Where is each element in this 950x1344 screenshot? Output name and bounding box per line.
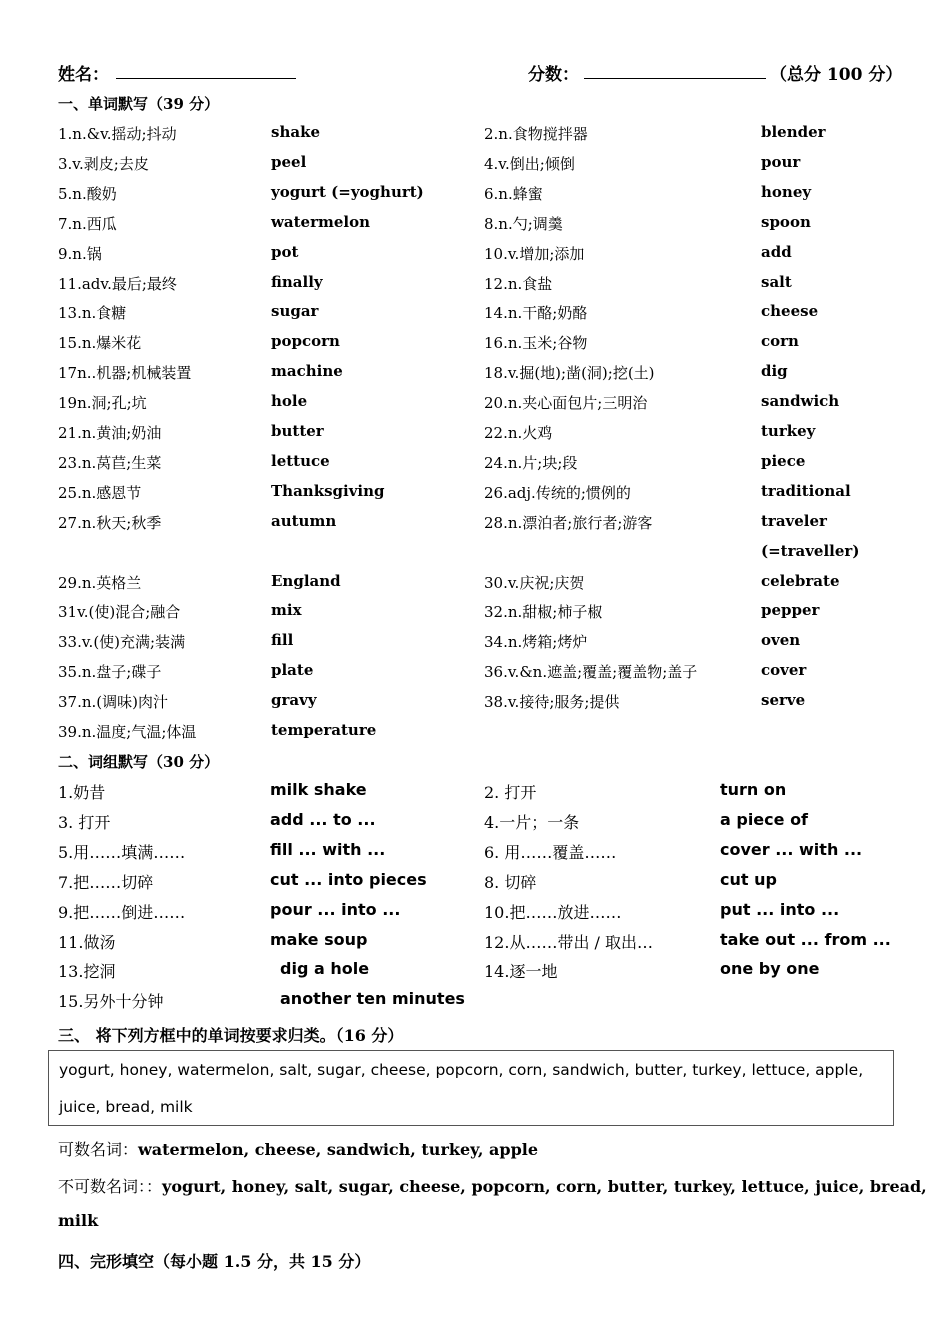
left-english: finally	[271, 272, 323, 291]
left-english: hole	[271, 392, 308, 411]
right-chinese: 8. 切碎	[484, 872, 537, 892]
right-english: turn on	[720, 780, 787, 799]
left-english: plate	[271, 661, 314, 680]
left-english: lettuce	[271, 451, 330, 470]
vocab-row	[0, 721, 950, 751]
right-chinese: 10.把……放进……	[484, 902, 622, 922]
score-blank-line	[584, 78, 766, 79]
left-chinese: 31v.(使)混合;融合	[58, 603, 181, 622]
left-chinese: 27.n.秋天;秋季	[58, 513, 162, 532]
right-chinese: 12.从……带出 / 取出…	[484, 932, 654, 952]
left-chinese: 9.把……倒进……	[58, 902, 186, 922]
right-chinese: 4.一片；一条	[484, 812, 580, 832]
vocab-row	[0, 631, 950, 661]
left-english: pot	[271, 242, 299, 261]
right-chinese: 2. 打开	[484, 783, 537, 802]
score-label: 分数：	[528, 65, 579, 85]
right-english: traditional	[761, 481, 851, 500]
left-english: milk shake	[270, 780, 367, 799]
right-english: cut up	[720, 869, 777, 889]
right-chinese: 10.v.增加;添加	[484, 244, 585, 263]
left-chinese: 23.n.莴苣;生菜	[58, 453, 162, 472]
section4-title: 四、完形填空（每小题 1.5 分，共 15 分）	[58, 1252, 371, 1271]
right-english: sandwich	[761, 392, 840, 411]
right-chinese: 14.n.干酪;奶酪	[484, 304, 588, 323]
word-box-line-2: juice, bread, milk	[59, 1098, 193, 1116]
name-blank-line	[116, 78, 296, 79]
right-chinese: 38.v.接待;服务;提供	[484, 693, 620, 712]
left-chinese: 1.奶昔	[58, 783, 106, 802]
left-chinese: 3.v.剥皮;去皮	[58, 154, 149, 173]
countable-nouns	[58, 1137, 538, 1160]
right-chinese: 22.n.火鸡	[484, 424, 553, 442]
right-chinese: 28.n.漂泊者;旅行者;游客	[484, 513, 653, 532]
right-english: cheese	[761, 302, 819, 321]
vocab-row	[0, 452, 950, 482]
right-english: traveler	[761, 511, 827, 530]
right-english: take out ... from ...	[720, 929, 891, 949]
countable-words: watermelon, cheese, sandwich, turkey, apple	[138, 1140, 539, 1159]
left-english: pour ... into ...	[270, 899, 401, 919]
left-english: add ... to ...	[270, 809, 376, 829]
right-english: corn	[761, 332, 799, 351]
left-chinese: 13.n.食糖	[58, 304, 127, 323]
right-english: (=traveller)	[761, 541, 860, 560]
section1-title: 一、单词默写（39 分）	[58, 95, 220, 113]
left-chinese: 17n..机器;机械装置	[58, 364, 192, 383]
right-chinese: 16.n.玉米;谷物	[484, 334, 588, 353]
uncountable-nouns	[58, 1174, 927, 1197]
vocab-row	[0, 661, 950, 691]
left-english: gravy	[271, 691, 317, 710]
uncountable-label: 不可数名词：：	[58, 1177, 163, 1196]
vocab-row	[0, 243, 950, 273]
left-english: dig a hole	[280, 959, 370, 979]
vocab-row	[0, 302, 950, 332]
left-chinese: 7.把……切碎	[58, 872, 154, 892]
left-chinese: 35.n.盘子;碟子	[58, 663, 162, 682]
vocab-row	[0, 601, 950, 631]
vocab-row	[0, 273, 950, 303]
right-english: honey	[761, 182, 812, 201]
left-english: mix	[271, 601, 302, 620]
left-english: peel	[271, 152, 307, 171]
right-english: pepper	[761, 601, 820, 620]
vocab-row	[0, 422, 950, 452]
section2-title: 二、词组默写（30 分）	[58, 753, 220, 771]
right-english: pour	[761, 152, 801, 171]
left-english: watermelon	[271, 212, 371, 231]
left-english: butter	[271, 422, 324, 440]
left-chinese: 21.n.黄油;奶油	[58, 424, 162, 442]
left-chinese: 5.n.酸奶	[58, 184, 117, 203]
vocab-row	[0, 123, 950, 153]
left-english: sugar	[271, 302, 319, 321]
left-chinese: 15.另外十分钟	[58, 992, 164, 1012]
vocab-row	[0, 332, 950, 362]
left-chinese: 3. 打开	[58, 812, 111, 832]
right-english: a piece of	[720, 809, 809, 829]
left-english: autumn	[271, 511, 337, 530]
right-english: oven	[761, 631, 801, 650]
left-english: another ten minutes	[280, 989, 465, 1009]
phrase-row	[0, 900, 950, 930]
right-chinese: 36.v.&n.遮盖;覆盖;覆盖物;盖子	[484, 663, 698, 682]
right-english: serve	[761, 691, 806, 710]
left-english: temperature	[271, 721, 377, 739]
left-english: cut ... into pieces	[270, 869, 427, 889]
right-english: celebrate	[761, 571, 840, 590]
word-box-line-1: yogurt, honey, watermelon, salt, sugar, cheese, popcorn, corn, sandwich, butter, turkey, lettuce, apple,	[59, 1061, 864, 1079]
phrase-row	[0, 870, 950, 900]
left-chinese: 39.n.温度;气温;体温	[58, 723, 197, 741]
vocab-row	[0, 542, 950, 572]
vocab-row	[0, 392, 950, 422]
vocab-row	[0, 153, 950, 183]
right-chinese: 24.n.片;块;段	[484, 453, 578, 472]
right-english: cover	[761, 661, 807, 680]
right-chinese: 20.n.夹心面包片;三明治	[484, 394, 648, 413]
right-english: spoon	[761, 212, 811, 231]
right-chinese: 14.逐一地	[484, 962, 558, 982]
right-english: piece	[761, 451, 806, 470]
uncountable-words-cont: milk	[58, 1211, 99, 1230]
right-chinese: 6.n.蜂蜜	[484, 184, 543, 203]
right-english: add	[761, 242, 792, 261]
left-chinese: 13.挖洞	[58, 962, 116, 982]
left-chinese: 19n.洞;孔;坑	[58, 394, 147, 413]
right-english: turkey	[761, 422, 816, 440]
left-english: make soup	[270, 929, 368, 949]
uncountable-words: yogurt, honey, salt, sugar, cheese, popcorn, corn, butter, turkey, lettuce, juice, bread,	[162, 1177, 927, 1196]
right-chinese: 12.n.食盐	[484, 274, 553, 293]
left-chinese: 15.n.爆米花	[58, 334, 142, 353]
right-english: one by one	[720, 959, 820, 979]
right-english: cover ... with ...	[720, 839, 863, 859]
left-chinese: 11.adv.最后;最终	[58, 274, 177, 293]
phrase-row	[0, 810, 950, 840]
left-english: fill ... with ...	[270, 839, 386, 859]
left-chinese: 5.用……填满……	[58, 842, 186, 862]
vocab-row	[0, 213, 950, 243]
left-chinese: 11.做汤	[58, 932, 116, 952]
vocab-row	[0, 691, 950, 721]
section3-title: 三、 将下列方框中的单词按要求归类。（16 分）	[58, 1026, 404, 1045]
right-chinese: 8.n.勺;调羹	[484, 214, 563, 233]
right-chinese: 4.v.倒出;倾倒	[484, 154, 575, 173]
phrase-row	[0, 840, 950, 870]
phrase-row	[0, 780, 950, 810]
right-chinese: 32.n.甜椒;柿子椒	[484, 603, 603, 622]
left-english: shake	[271, 123, 321, 141]
phrase-row	[0, 989, 950, 1019]
vocab-row	[0, 512, 950, 542]
right-english: dig	[761, 362, 788, 381]
vocab-row	[0, 572, 950, 602]
vocab-row	[0, 482, 950, 512]
right-english: salt	[761, 272, 792, 291]
right-chinese: 2.n.食物搅拌器	[484, 125, 588, 143]
right-english: put ... into ...	[720, 899, 840, 919]
left-english: Thanksgiving	[271, 481, 385, 500]
left-english: yogurt (=yoghurt)	[271, 182, 424, 201]
right-english: blender	[761, 123, 826, 141]
left-chinese: 33.v.(使)充满;装满	[58, 633, 186, 652]
word-box	[48, 1050, 894, 1126]
left-chinese: 25.n.感恩节	[58, 483, 142, 502]
left-chinese: 37.n.(调味)肉汁	[58, 693, 168, 712]
total-score-label: （总分 100 分）	[770, 65, 903, 85]
right-chinese: 30.v.庆祝;庆贺	[484, 573, 585, 592]
right-chinese: 18.v.掘(地);凿(洞);挖(土)	[484, 364, 655, 383]
countable-label: 可数名词：	[58, 1140, 139, 1159]
left-chinese: 29.n.英格兰	[58, 573, 142, 592]
left-chinese: 9.n.锅	[58, 244, 102, 263]
left-english: England	[271, 571, 341, 590]
name-label: 姓名：	[58, 65, 109, 85]
left-chinese: 1.n.&v.摇动;抖动	[58, 125, 177, 143]
left-english: machine	[271, 362, 343, 381]
left-chinese: 7.n.西瓜	[58, 214, 117, 233]
right-chinese: 34.n.烤箱;烤炉	[484, 633, 588, 652]
right-chinese: 6. 用……覆盖……	[484, 842, 617, 862]
phrase-row	[0, 930, 950, 960]
left-english: fill	[271, 631, 294, 650]
uncountable-nouns-continued	[58, 1211, 98, 1230]
vocab-row	[0, 362, 950, 392]
right-chinese: 26.adj.传统的;惯例的	[484, 483, 631, 502]
phrase-row	[0, 959, 950, 989]
vocab-row	[0, 183, 950, 213]
left-english: popcorn	[271, 332, 340, 351]
